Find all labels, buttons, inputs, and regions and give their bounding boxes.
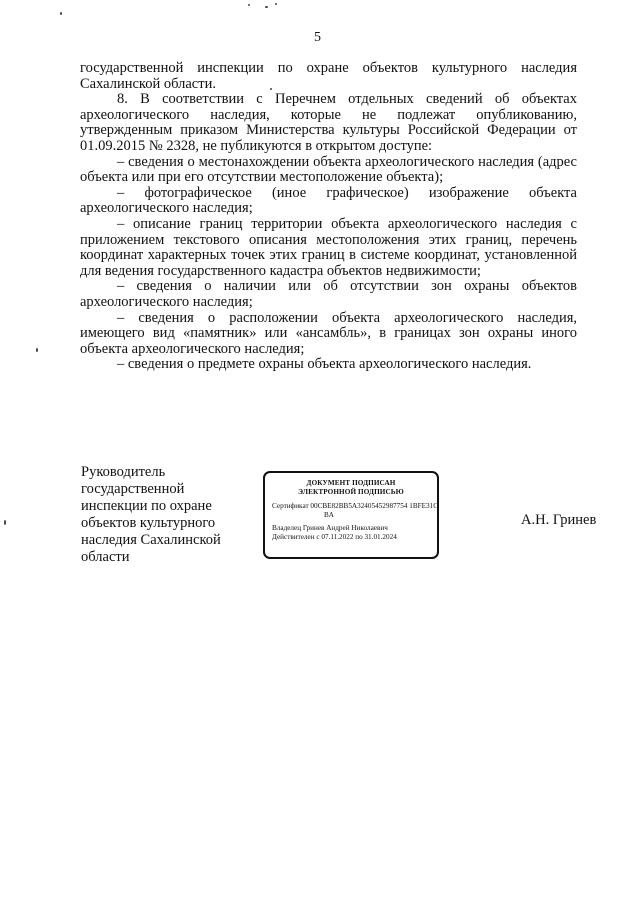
stamp-owner-label: Владелец xyxy=(272,524,302,532)
paragraph-continuation: государственной инспекции по охране объектов культурного наследия Сахалинской области. xyxy=(80,60,577,92)
scan-speck xyxy=(275,3,277,5)
scan-speck xyxy=(265,6,268,8)
signer-title-line: области xyxy=(81,549,130,565)
scan-speck xyxy=(270,88,272,90)
stamp-header: ДОКУМЕНТ ПОДПИСАН xyxy=(306,479,396,487)
signer-title-line: объектов культурного xyxy=(81,515,216,531)
stamp-certificate-tail: BA xyxy=(324,511,334,519)
stamp-certificate xyxy=(272,502,438,511)
signer-title xyxy=(81,464,256,566)
scan-speck xyxy=(36,348,38,352)
stamp-certificate-value: 00CBE82BB5A32405452987754 1BFE31C xyxy=(310,502,438,510)
stamp-validity-value: с 07.11.2022 по 31.01.2024 xyxy=(316,533,397,541)
scan-speck xyxy=(4,520,6,525)
stamp-header: ЭЛЕКТРОННОЙ ПОДПИСЬЮ xyxy=(298,488,404,496)
list-item-boundaries: – описание границ территории объекта археологического наследия с приложением текстового описания местоположения этих границ, перечень координат характерных точек этих границ в системе координат, установленной для ведения государственного кадастра объектов недвижимости; xyxy=(80,215,577,279)
signer-title-line: Руководитель xyxy=(81,464,166,480)
list-item-protection-subject: – сведения о предмете охраны объекта археологического наследия. xyxy=(117,356,532,373)
list-item-protection-zones: – сведения о наличии или об отсутствии зон охраны объектов археологического наследия; xyxy=(80,278,577,310)
list-item-location: – сведения о местонахождении объекта археологического наследия (адрес объекта или при его отсутствии местоположение объекта); xyxy=(80,153,577,186)
signer-name: А.Н. Гринев xyxy=(521,512,597,528)
page-number: 5 xyxy=(314,30,321,45)
document-body xyxy=(80,61,577,373)
signer-title-line: наследия Сахалинской xyxy=(81,532,221,548)
stamp-validity-label: Действителен xyxy=(272,533,315,541)
stamp-certificate-label: Сертификат xyxy=(272,502,309,510)
list-item-monument-location: – сведения о расположении объекта археологического наследия, имеющего вид «памятник» или «ансамбль», в границах зон охраны иного объекта археологического наследия; xyxy=(80,309,577,357)
list-item-photo: – фотографическое (иное графическое) изображение объекта археологического наследия; xyxy=(80,184,577,217)
paragraph-item-8: 8. В соответствии с Перечнем отдельных сведений об объектах археологического наследия, которые не подлежат опубликованию, утвержденным приказом Министерства культуры Российской Федерации от 01.09.2015 № 2328, не публикуются в открытом доступе: xyxy=(80,91,577,154)
scan-speck xyxy=(60,12,62,15)
scan-speck xyxy=(248,4,250,6)
electronic-signature-stamp xyxy=(263,471,439,559)
stamp-owner-value: Гринев Андрей Николаевич xyxy=(302,524,388,532)
stamp-owner xyxy=(272,524,430,533)
signer-title-line: инспекции по охране xyxy=(81,498,212,514)
signer-title-line: государственной xyxy=(81,481,185,497)
stamp-validity xyxy=(272,533,430,542)
